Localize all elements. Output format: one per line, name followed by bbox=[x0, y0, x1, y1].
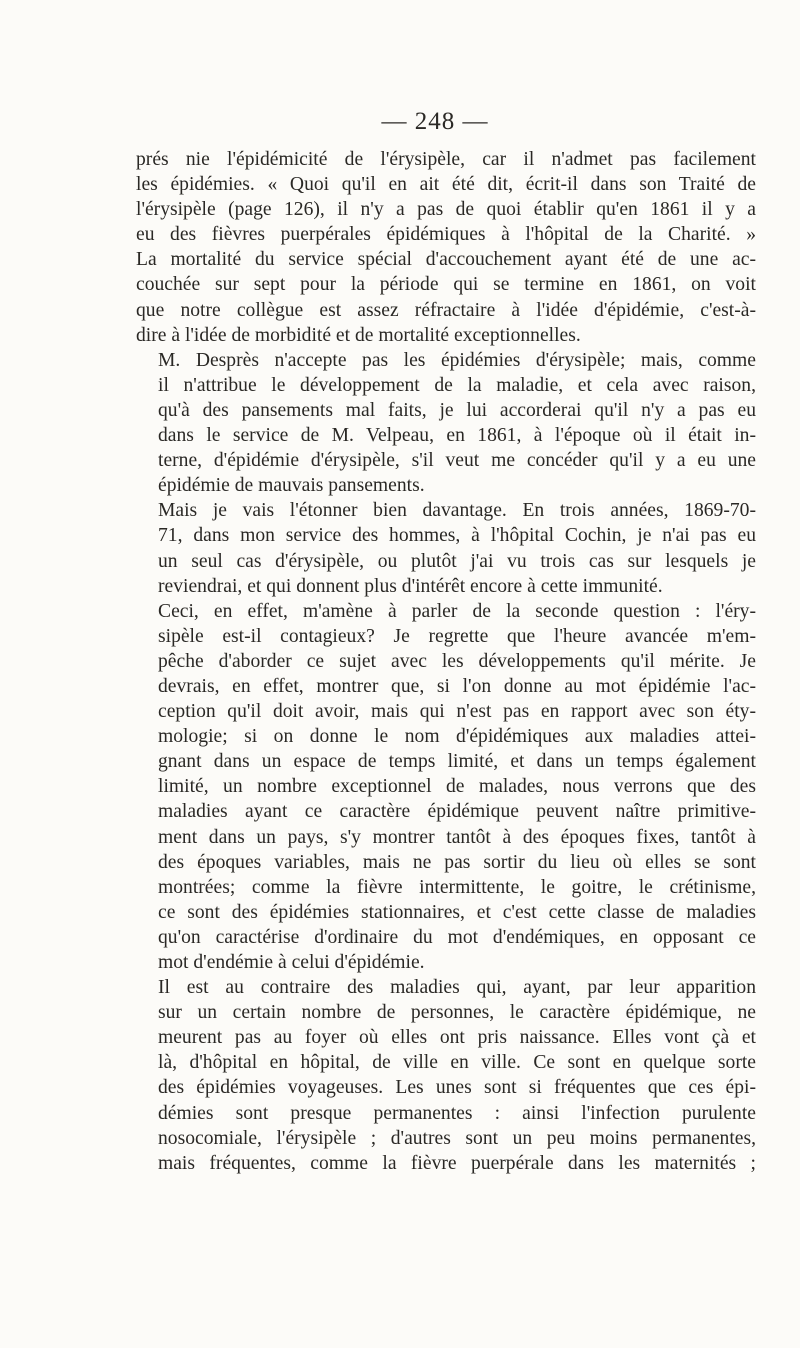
text-line: sipèle est-il contagieux? Je regrette que l'heure avancée m'em- bbox=[158, 625, 756, 647]
paragraph-2 bbox=[136, 348, 756, 499]
text-line: mot d'endémie à celui d'épidémie. bbox=[158, 952, 425, 973]
text-line: qu'on caractérise d'ordinaire du mot d'endémiques, en opposant ce bbox=[158, 926, 756, 948]
text-line: Mais je vais l'étonner bien davantage. En trois années, 1869-70- bbox=[158, 500, 756, 522]
text-line: eu des fièvres puerpérales épidémiques à l'hôpital de la Charité. » bbox=[136, 224, 756, 246]
text-line: des époques variables, mais ne pas sortir du lieu où elles se sont bbox=[158, 851, 756, 873]
text-line: mais fréquentes, comme la fièvre puerpérale dans les maternités ; bbox=[158, 1152, 756, 1174]
text-line: ce sont des épidémies stationnaires, et c'est cette classe de maladies bbox=[158, 901, 756, 923]
paragraph-1 bbox=[136, 147, 756, 348]
text-line: terne, d'épidémie d'érysipèle, s'il veut me concéder qu'il y a eu une bbox=[158, 450, 756, 472]
text-line: ception qu'il doit avoir, mais qui n'est pas en rapport avec son éty- bbox=[158, 701, 756, 723]
paragraph-4 bbox=[136, 599, 756, 975]
text-line: pêche d'aborder ce sujet avec les développements qu'il mérite. Je bbox=[158, 650, 756, 672]
text-line: 71, dans mon service des hommes, à l'hôpital Cochin, je n'ai pas eu bbox=[158, 525, 756, 547]
text-line: les épidémies. « Quoi qu'il en ait été dit, écrit-il dans son Traité de bbox=[136, 174, 756, 196]
text-line: M. Desprès n'accepte pas les épidémies d'érysipèle; mais, comme bbox=[158, 349, 756, 371]
text-line: couchée sur sept pour la période qui se termine en 1861, on voit bbox=[136, 274, 756, 296]
paragraph-3 bbox=[136, 498, 756, 598]
text-line: mologie; si on donne le nom d'épidémiques aux maladies attei- bbox=[158, 726, 756, 748]
page-number: — 248 — bbox=[381, 108, 489, 135]
text-line: ment dans un pays, s'y montrer tantôt à des époques fixes, tantôt à bbox=[158, 826, 756, 848]
text-line: sur un certain nombre de personnes, le caractère épidémique, ne bbox=[158, 1002, 756, 1024]
text-line: dans le service de M. Velpeau, en 1861, à l'époque où il était in- bbox=[158, 425, 756, 447]
text-line: un seul cas d'érysipèle, ou plutôt j'ai vu trois cas sur lesquels je bbox=[158, 550, 756, 572]
text-line: là, d'hôpital en hôpital, de ville en ville. Ce sont en quelque sorte bbox=[158, 1052, 756, 1074]
text-line: nosocomiale, l'érysipèle ; d'autres sont un peu moins permanentes, bbox=[158, 1127, 756, 1149]
body-text bbox=[136, 147, 756, 1176]
text-line: maladies ayant ce caractère épidémique peuvent naître primitive- bbox=[158, 801, 756, 823]
text-line: prés nie l'épidémicité de l'érysipèle, car il n'admet pas facilement bbox=[136, 149, 756, 170]
text-line: reviendrai, et qui donnent plus d'intérêt encore à cette immunité. bbox=[158, 575, 663, 597]
text-line: l'érysipèle (page 126), il n'y a pas de quoi établir qu'en 1861 il y a bbox=[136, 199, 756, 221]
text-line: dire à l'idée de morbidité et de mortalité exceptionnelles. bbox=[136, 324, 581, 346]
text-line: Ceci, en effet, m'amène à parler de la seconde question : l'éry- bbox=[158, 600, 756, 622]
text-line: La mortalité du service spécial d'accouchement ayant été de une ac- bbox=[136, 249, 756, 271]
text-line: démies sont presque permanentes : ainsi l'infection purulente bbox=[158, 1102, 756, 1124]
text-line: montrées; comme la fièvre intermittente, le goitre, le crétinisme, bbox=[158, 876, 756, 898]
text-line: limité, un nombre exceptionnel de malades, nous verrons que des bbox=[158, 776, 756, 798]
paragraph-5 bbox=[136, 975, 756, 1176]
text-line: des épidémies voyageuses. Les unes sont si fréquentes que ces épi- bbox=[158, 1077, 756, 1099]
text-line: épidémie de mauvais pansements. bbox=[158, 475, 425, 497]
text-line: gnant dans un espace de temps limité, et dans un temps également bbox=[158, 751, 756, 773]
text-line: que notre collègue est assez réfractaire à l'idée d'épidémie, c'est-à- bbox=[136, 299, 756, 321]
text-line: meurent pas au foyer où elles ont pris naissance. Elles vont çà et bbox=[158, 1027, 756, 1049]
text-line: devrais, en effet, montrer que, si l'on donne au mot épidémie l'ac- bbox=[158, 675, 756, 697]
text-line: Il est au contraire des maladies qui, ayant, par leur apparition bbox=[158, 977, 756, 999]
text-line: il n'attribue le développement de la maladie, et cela avec raison, bbox=[158, 374, 756, 396]
text-line: qu'à des pansements mal faits, je lui accorderai qu'il n'y a pas eu bbox=[158, 399, 756, 421]
